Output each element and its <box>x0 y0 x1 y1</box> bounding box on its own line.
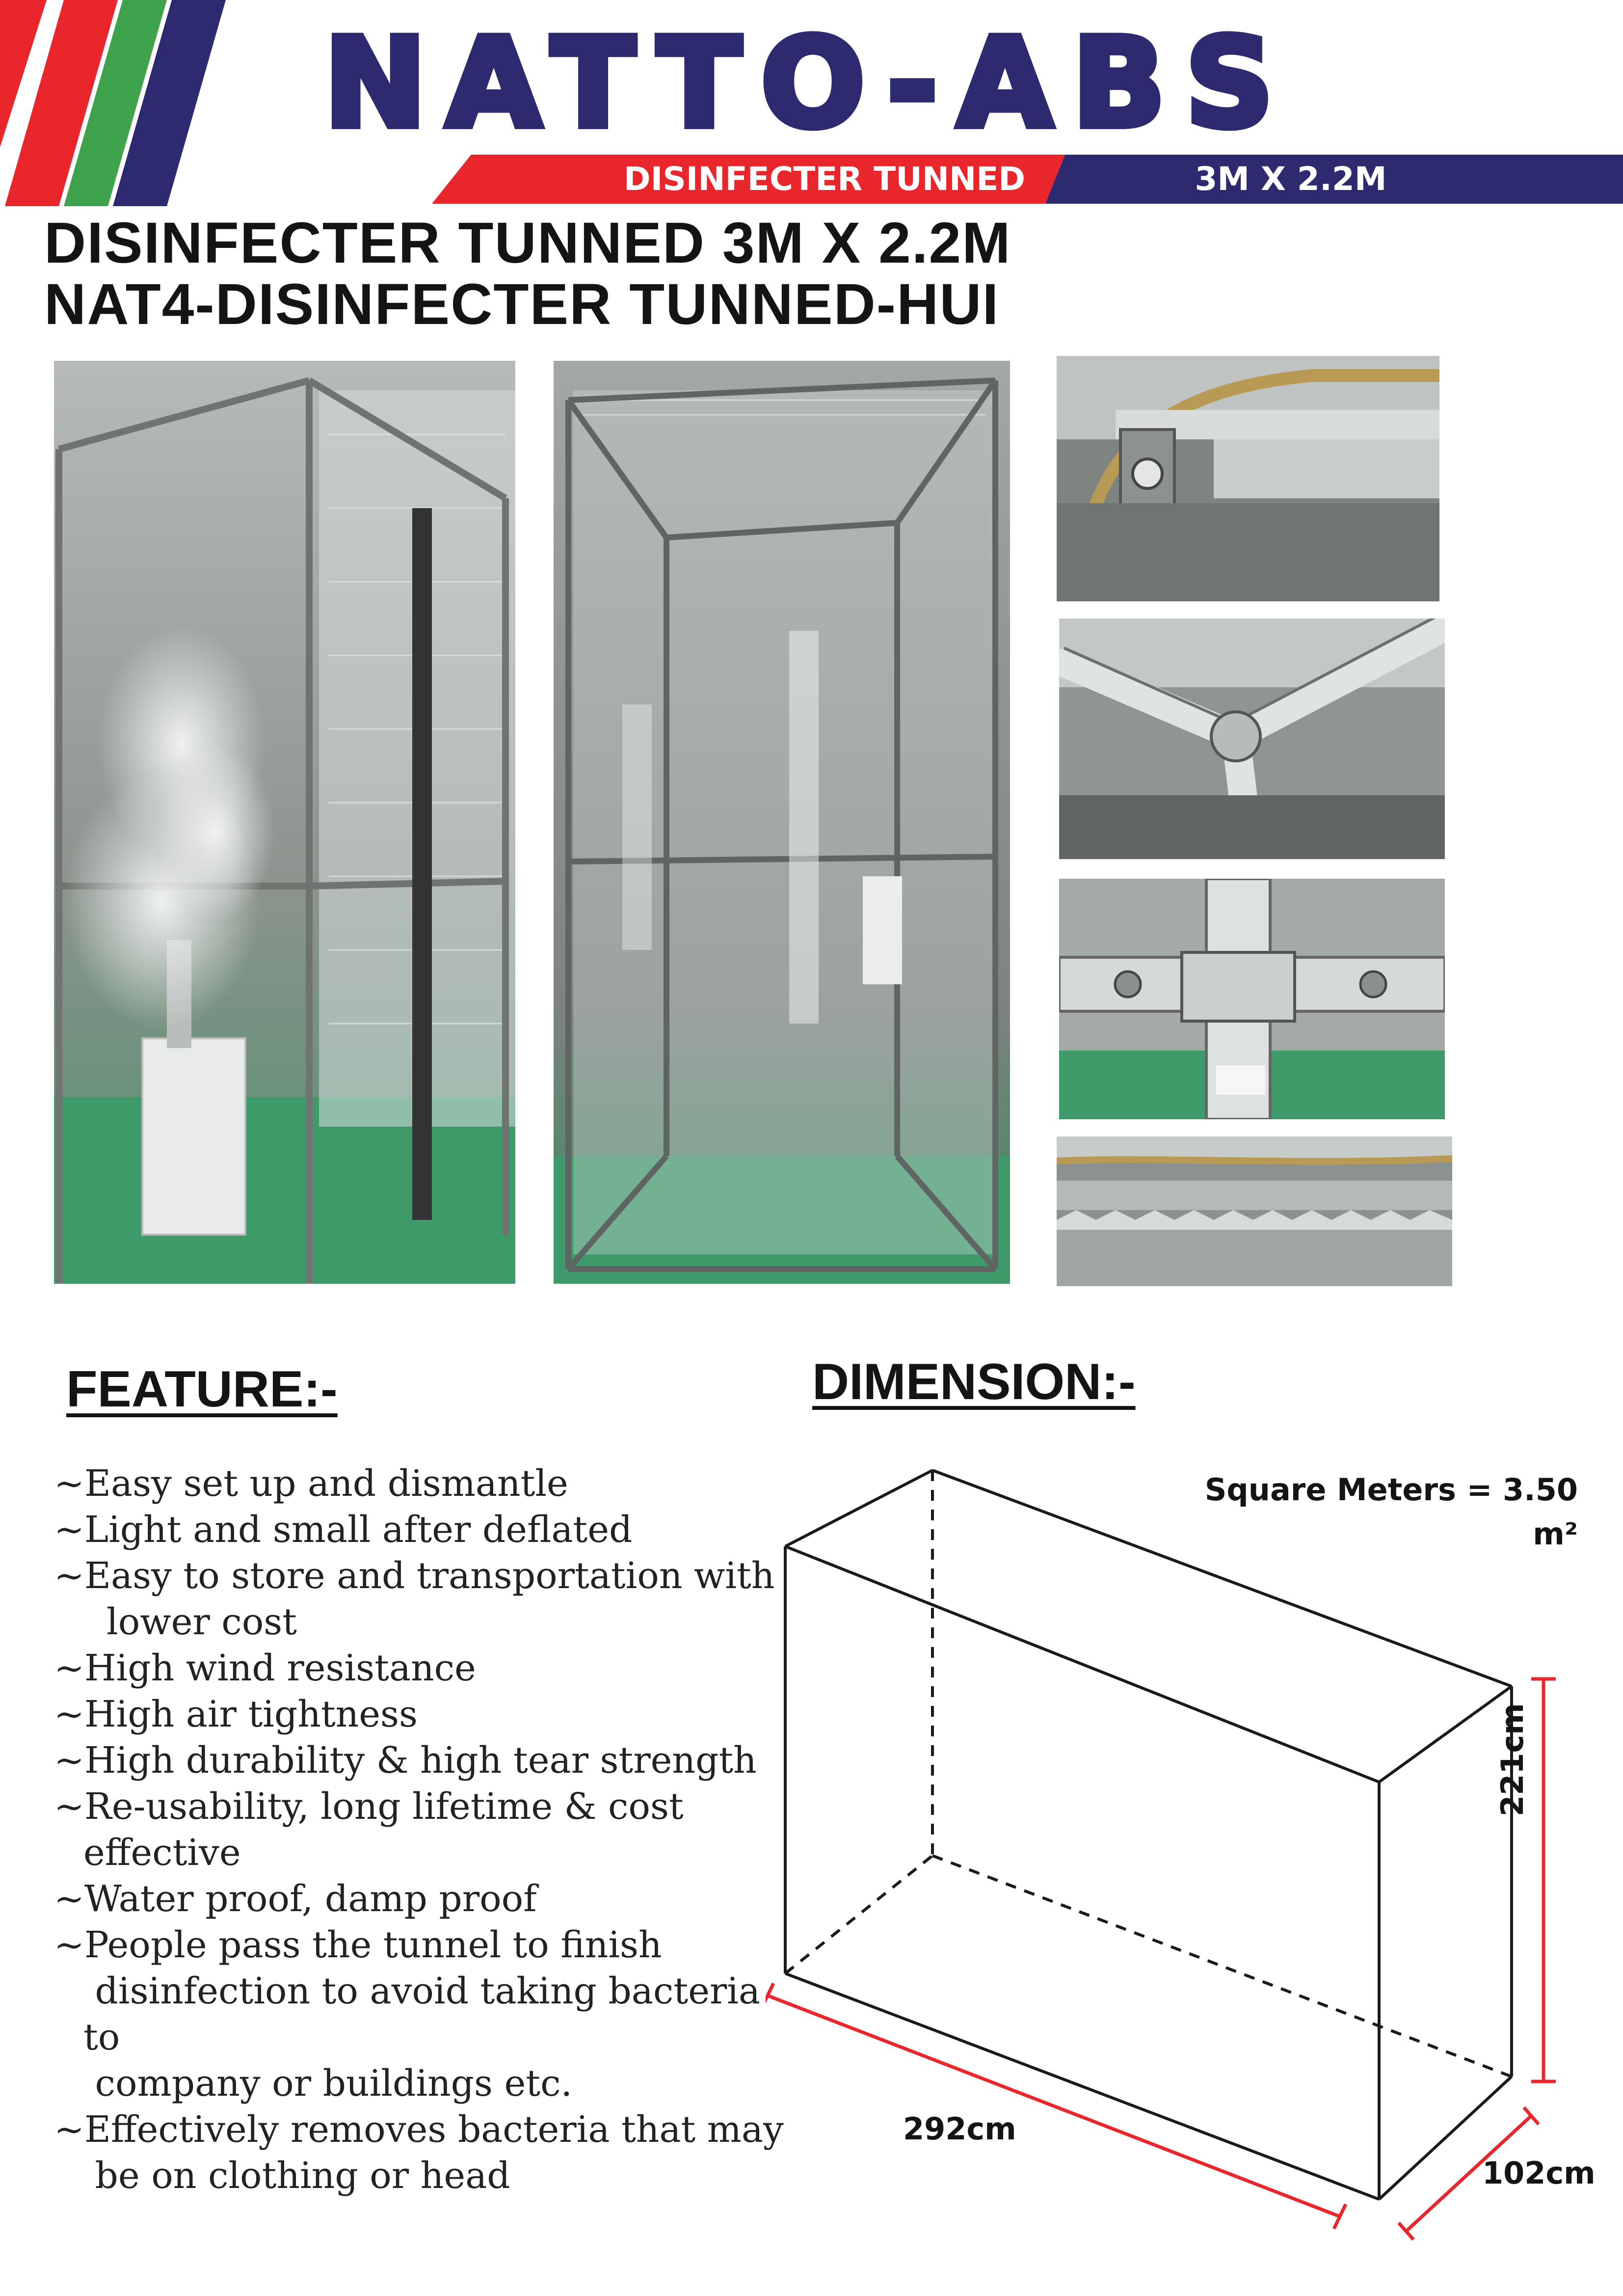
banner-product-label: DISINFECTER TUNNED <box>623 160 1026 198</box>
feature-item: ~Water proof, damp proof <box>54 1878 537 1920</box>
feature-item: ~Light and small after deflated <box>54 1509 633 1551</box>
page-title: DISINFECTER TUNNED 3M X 2.2M <box>44 211 1011 275</box>
box-dimension-diagram <box>766 1443 1580 2253</box>
banner-size-label: 3M X 2.2M <box>1195 160 1387 198</box>
feature-item: ~Easy set up and dismantle <box>54 1462 568 1505</box>
photo-tunnel-front <box>54 361 515 1284</box>
dimension-depth-label: 102cm <box>1482 2155 1596 2191</box>
feature-heading: FEATURE:- <box>66 1361 338 1418</box>
feature-item: ~High durability & high tear strength <box>54 1739 757 1782</box>
feature-item: ~Easy to store and transportation with lower cost <box>54 1555 775 1643</box>
feature-item: ~Re-usability, long lifetime & cost effective <box>54 1785 695 1874</box>
dimension-length-label: 292cm <box>903 2111 1016 2147</box>
feature-item: ~High wind resistance <box>54 1647 476 1689</box>
photo-joint-detail <box>1057 356 1439 601</box>
dimension-height-label: 221cm <box>1494 1703 1530 1816</box>
feature-list <box>54 1460 790 2199</box>
photo-curtain-rail <box>1057 1136 1452 1286</box>
feature-item: ~Effectively removes bacteria that may be on clothing or head <box>54 2108 784 2197</box>
brand-stripes <box>0 0 226 206</box>
product-code: NAT4-DISINFECTER TUNNED-HUI <box>44 272 1000 337</box>
photo-corner-connector <box>1059 619 1445 859</box>
square-meters-label: Square Meters = 3.50 m² <box>1204 1472 1578 1552</box>
photo-tunnel-side <box>554 361 1010 1284</box>
feature-item: ~People pass the tunnel to finish disinfection to avoid taking bacteria to company or buildings etc. <box>54 1924 761 2105</box>
feature-item: ~High air tightness <box>54 1693 418 1735</box>
photo-tee-connector <box>1059 879 1445 1119</box>
brand-logo: NATTO-ABS <box>324 12 1294 155</box>
dimension-heading: DIMENSION:- <box>812 1353 1136 1410</box>
